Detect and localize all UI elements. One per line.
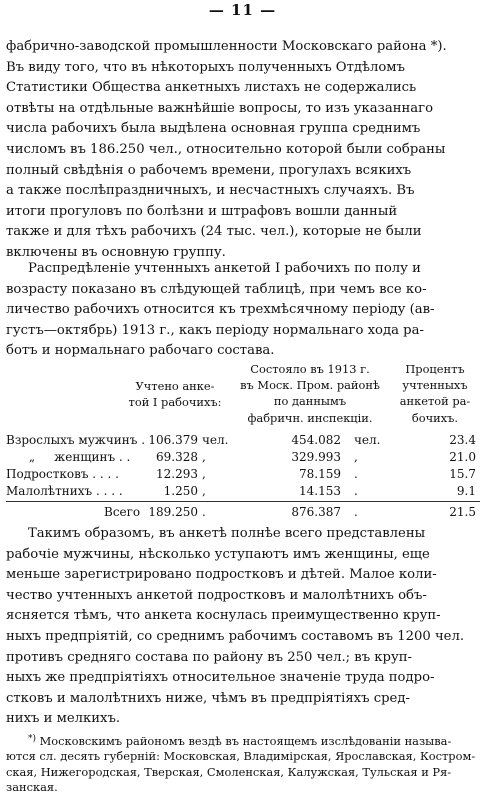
text-line: также и для тѣхъ рабочихъ (24 тыс. чел.), которые не были — [6, 224, 422, 240]
text-line: отвѣты на отдѣльные важнѣйшіе вопросы, то изъ указаннаго — [6, 100, 434, 116]
row-label: „ женщинъ . . — [6, 450, 131, 464]
row-unit: , — [354, 450, 358, 464]
text-line: ясняется тѣмъ, что анкета коснулась преимущественно круп- — [6, 608, 441, 624]
text-line: ныхъ же предпріятіяхъ относительное значеніе труда подро- — [6, 670, 435, 686]
page-number: — 11 — — [208, 1, 277, 19]
text-line: противъ средняго состава по району въ 250 чел.; въ круп- — [6, 649, 412, 665]
row-unit: . — [354, 467, 358, 481]
row-percent: 9.1 — [456, 484, 476, 498]
text-line: рабочіе мужчины, нѣсколько уступаютъ имъ женщины, еще — [6, 546, 430, 562]
text-line: числомъ въ 186.250 чел., относительно которой были собраны — [6, 141, 446, 157]
row-label: Малолѣтнихъ . . . . — [6, 484, 123, 498]
header-line: бочихъ. — [411, 410, 459, 425]
row-unit: , — [202, 467, 206, 481]
text-line: полный свѣдѣнія о рабочемъ времени, прогулахъ всякихъ — [6, 162, 412, 178]
header-line: той I рабочихъ: — [128, 395, 222, 410]
row-percent: 21.0 — [449, 450, 476, 464]
footnote — [6, 732, 479, 796]
row-count: 69.328 — [156, 450, 198, 464]
header-line: въ Моск. Пром. районѣ — [240, 378, 380, 393]
row-unit: , — [202, 450, 206, 464]
table-row — [6, 466, 481, 483]
text-line: ботъ и нормальнаго рабочаго состава. — [6, 343, 275, 359]
total-count: 189.250 — [148, 505, 198, 519]
row-count: 106.379 — [148, 433, 198, 447]
text-line: включены въ основную группу. — [6, 244, 226, 260]
table-header-percent — [390, 361, 480, 431]
row-sostoyalo: 329.993 — [291, 450, 341, 464]
text-line: возрасту показано въ слѣдующей таблицѣ, при чемъ все ко- — [6, 281, 427, 297]
header-line: по даннымъ — [273, 394, 347, 409]
footnote-line: ская, Нижегородская, Тверская, Смоленская, Калужская, Тульская и Ря- — [6, 764, 452, 779]
header-line: фабричн. инспекціи. — [247, 410, 373, 425]
text-line: числа рабочихъ была выдѣлена основная группа среднимъ — [6, 121, 421, 137]
text-line: меньше зарегистрировано подростковъ и дѣтей. Малое коли- — [6, 567, 437, 583]
table-header-sostoyalo — [235, 361, 385, 431]
paragraph-distribution — [6, 259, 479, 362]
footnote-line: ются сл. десять губерній: Московская, Владимірская, Ярославская, Костром- — [6, 749, 476, 764]
row-label: Подростковъ . . . . — [6, 467, 119, 481]
text-line: Распредѣленіе учтенныхъ анкетой I рабочихъ по полу и — [28, 261, 421, 276]
row-unit: , — [202, 484, 206, 498]
paragraph-intro — [6, 37, 479, 264]
text-line: чество учтенныхъ анкетой подростковъ и малолѣтнихъ объ- — [6, 587, 427, 603]
row-count: 1.250 — [163, 484, 198, 498]
text-line: итоги прогуловъ по болѣзни и штрафовъ вошли данный — [6, 203, 398, 219]
table-row — [6, 432, 481, 449]
text-line: а также послѣпраздничныхъ, и несчастныхъ случаяхъ. Въ — [6, 183, 415, 199]
total-label: Всего — [104, 505, 141, 519]
table-row — [6, 449, 481, 466]
total-unit: . — [354, 505, 358, 519]
table-divider — [6, 501, 480, 502]
row-sostoyalo: 454.082 — [291, 433, 341, 447]
footnote-line — [6, 732, 479, 749]
row-label: Взрослыхъ мужчинъ . — [6, 433, 146, 447]
paragraph-conclusion — [6, 524, 479, 730]
header-line: анкетой ра- — [399, 394, 471, 409]
header-line: Учтено анке- — [135, 379, 215, 393]
row-unit: чел. — [354, 433, 381, 447]
text-line: ныхъ предпріятій, со среднимъ рабочимъ составомъ въ 1200 чел. — [6, 628, 465, 644]
row-percent: 23.4 — [449, 433, 476, 447]
row-sostoyalo: 14.153 — [299, 484, 341, 498]
header-line: Процентъ — [405, 362, 465, 376]
table-row — [6, 483, 481, 500]
text-line: Въ виду того, что въ нѣкоторыхъ полученныхъ Отдѣломъ — [6, 59, 405, 75]
row-unit: чел. — [202, 433, 229, 447]
total-sostoyalo: 876.387 — [291, 505, 341, 519]
text-line: личество рабочихъ относится къ трехмѣсячному періоду (ав- — [6, 302, 435, 318]
text-line: стковъ и малолѣтнихъ ниже, чѣмъ въ предпріятіяхъ сред- — [6, 690, 410, 706]
total-percent: 21.5 — [449, 505, 476, 519]
table-total-row — [6, 504, 481, 521]
text-line: нихъ и мелкихъ. — [6, 711, 121, 727]
total-unit: . — [202, 505, 206, 519]
text-line: фабрично-заводской промышленности Московскаго района *). — [6, 39, 447, 54]
row-percent: 15.7 — [449, 467, 476, 481]
text-line: густъ—октябрь) 1913 г., какъ періоду нормальнаго хода ра- — [6, 322, 424, 338]
footnote-marker: *) — [28, 734, 37, 744]
text-line: Статистики Общества анкетныхъ листахъ не содержались — [6, 80, 417, 96]
text-line: Такимъ образомъ, въ анкетѣ полнѣе всего представлены — [28, 526, 426, 541]
header-line: учтенныхъ — [402, 378, 468, 393]
row-count: 12.293 — [156, 467, 198, 481]
footnote-text: Московскимъ райономъ вездѣ въ настоящемъ изслѣдованіи называ- — [36, 734, 452, 748]
row-unit: . — [354, 484, 358, 498]
row-sostoyalo: 78.159 — [299, 467, 341, 481]
footnote-line: занская. — [6, 780, 58, 795]
header-line: Состояло въ 1913 г. — [250, 362, 370, 376]
